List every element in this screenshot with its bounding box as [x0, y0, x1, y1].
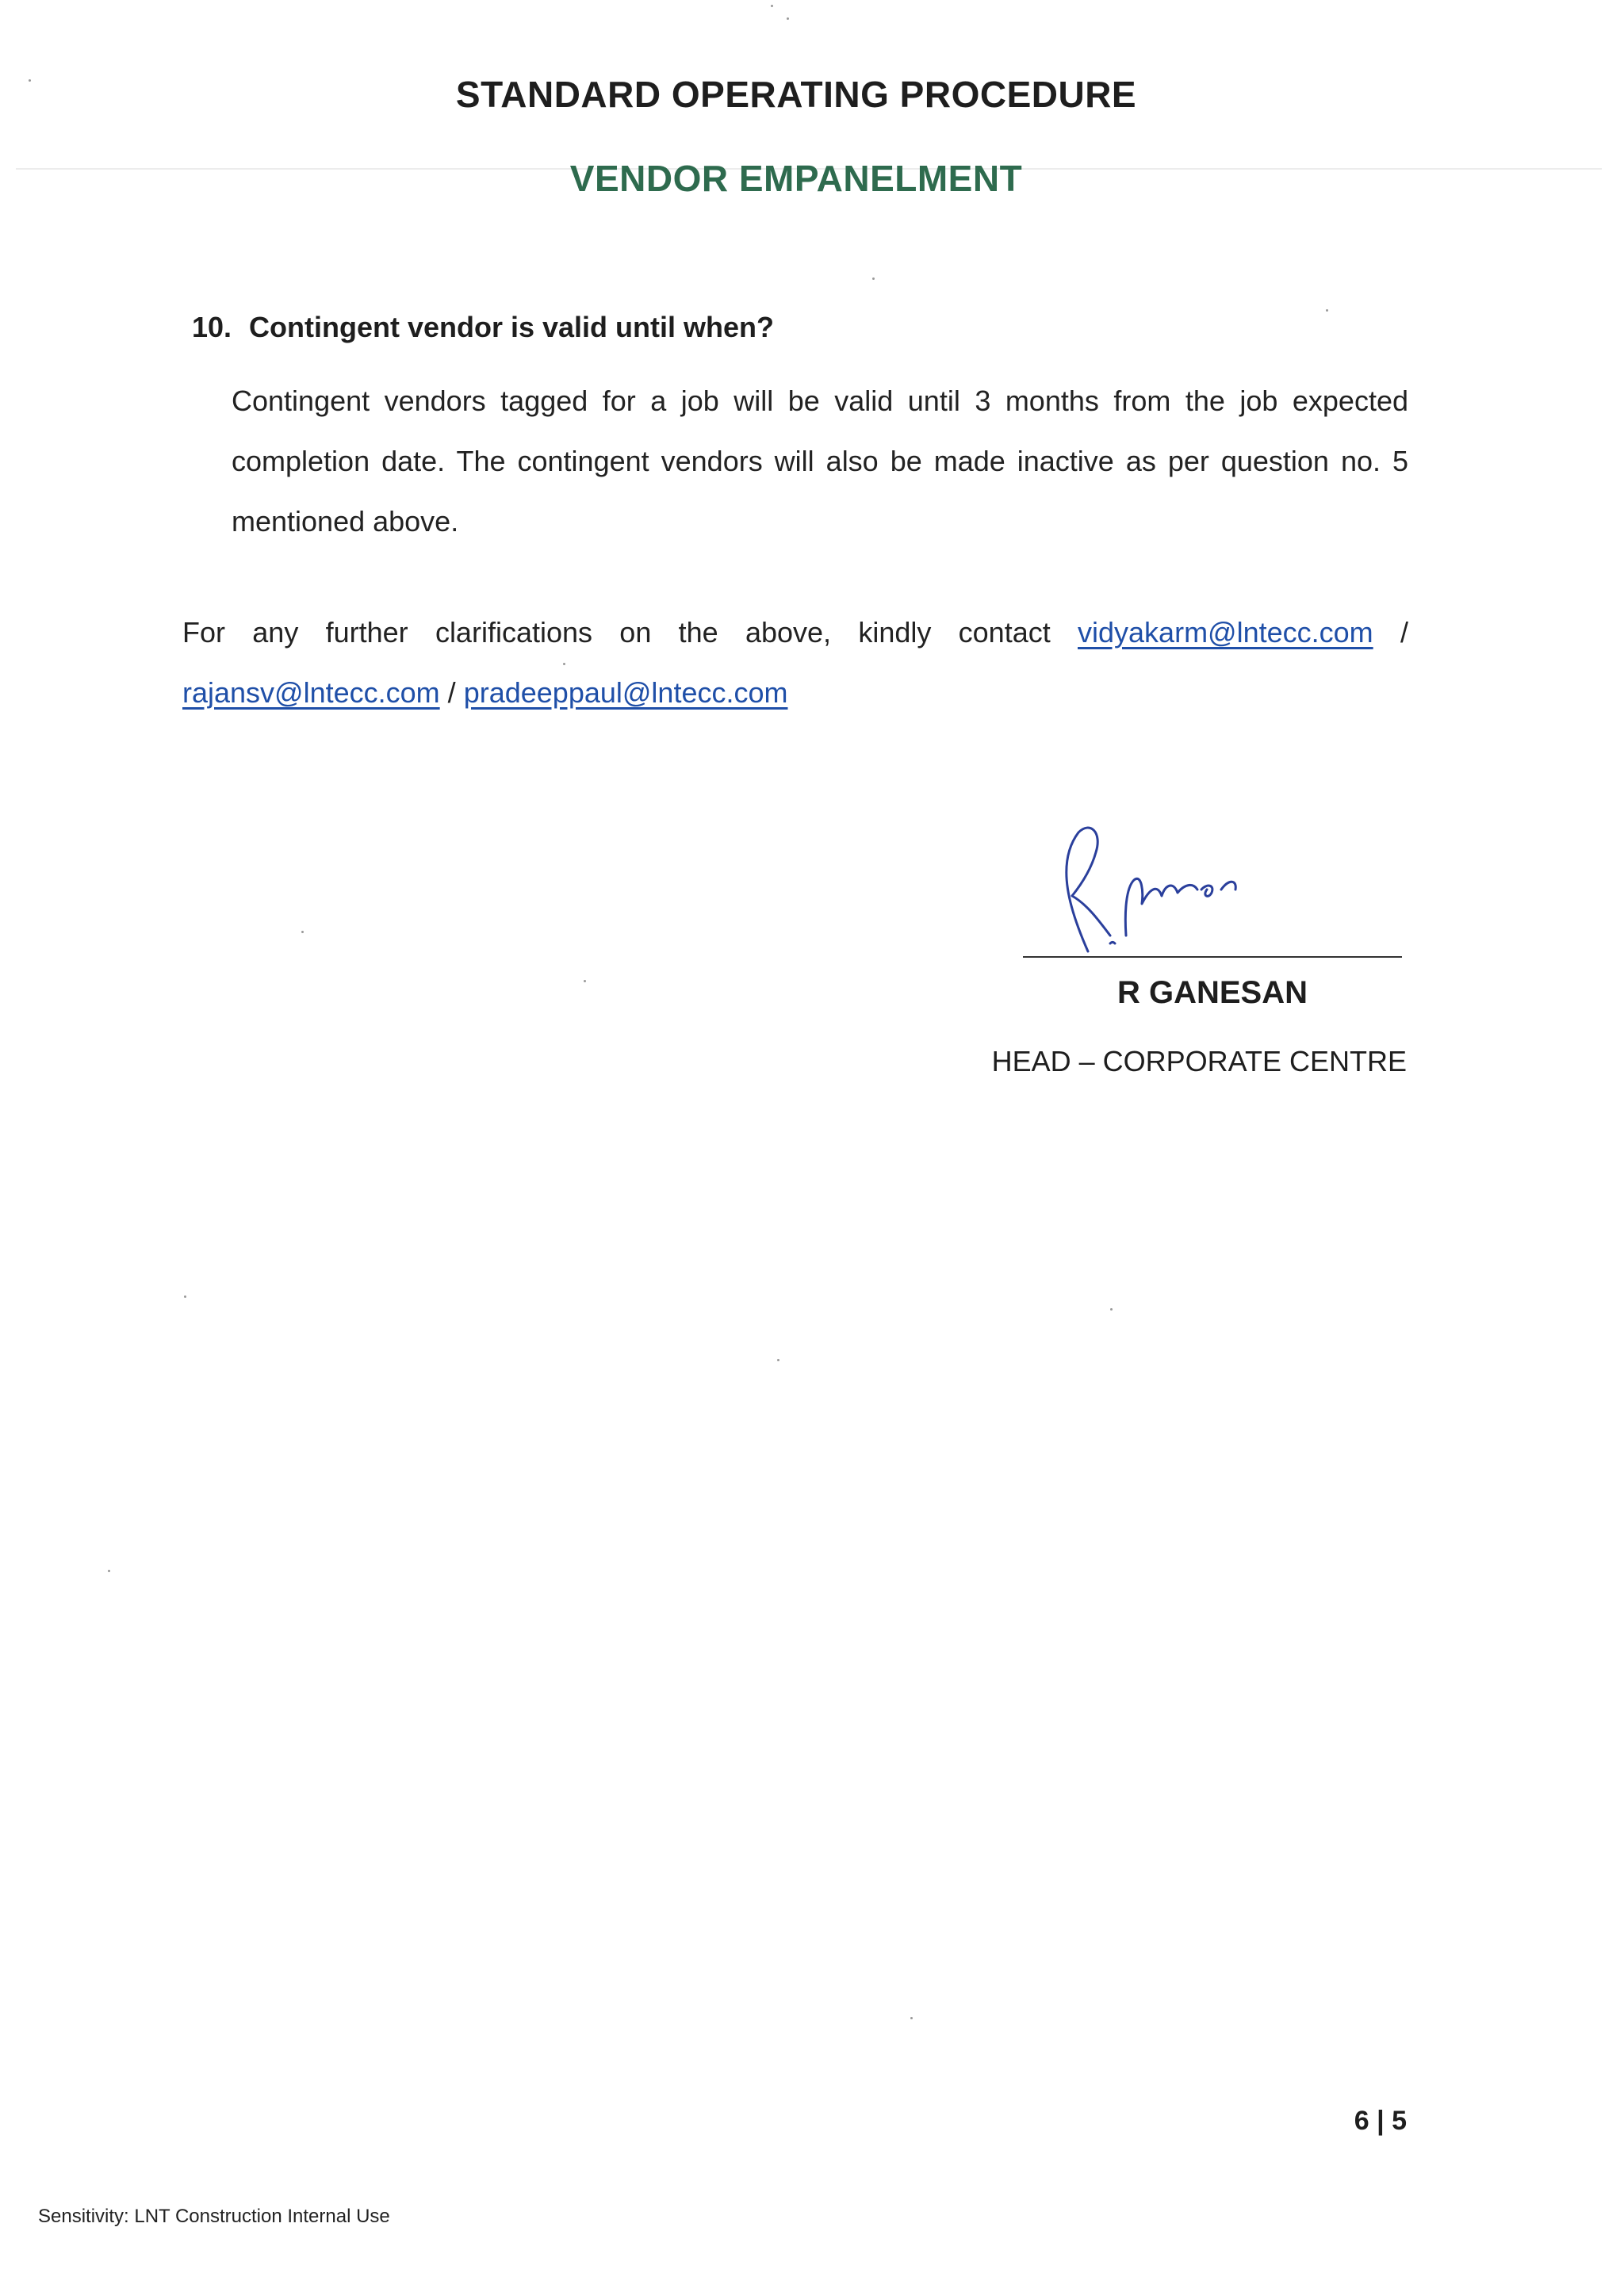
contact-word: any: [252, 616, 299, 649]
email-separator: /: [447, 676, 456, 709]
scan-speck: [777, 1359, 779, 1361]
signer-title: HEAD – CORPORATE CENTRE: [991, 1045, 1407, 1077]
contact-word: on: [619, 616, 652, 649]
handwritten-signature: [1023, 817, 1404, 967]
scan-speck: [771, 5, 773, 7]
sensitivity-footer: Sensitivity: LNT Construction Internal Use: [38, 2206, 390, 2227]
scan-speck: [563, 663, 565, 665]
email-link-vidyakarm[interactable]: vidyakarm@lntecc.com: [1078, 616, 1373, 649]
contact-word: above,: [745, 616, 832, 649]
contact-word: the: [678, 616, 718, 649]
scan-speck: [787, 17, 789, 20]
email-separator: /: [1400, 616, 1408, 649]
scan-speck: [584, 980, 586, 982]
scan-speck: [108, 1570, 110, 1572]
scan-speck: [1110, 1308, 1113, 1311]
signature-line: [1023, 956, 1402, 958]
scan-speck: [872, 277, 875, 280]
scan-speck: [184, 1295, 186, 1298]
scan-speck: [301, 931, 304, 933]
email-link-rajansv[interactable]: rajansv@lntecc.com: [182, 676, 440, 709]
scan-speck: [29, 79, 31, 82]
email-link-pradeeppaul[interactable]: pradeeppaul@lntecc.com: [463, 676, 788, 709]
contact-word: further: [325, 616, 408, 649]
contact-word: For: [182, 616, 225, 649]
contact-line-2: [182, 663, 1408, 723]
signer-name: R GANESAN: [1116, 975, 1308, 1010]
question-heading-text: Contingent vendor is valid until when?: [249, 311, 775, 343]
scan-speck: [1326, 309, 1328, 312]
contact-word: kindly: [858, 616, 932, 649]
question-heading: [192, 311, 774, 344]
document-title: STANDARD OPERATING PROCEDURE: [455, 74, 1137, 115]
contact-word: contact: [958, 616, 1051, 649]
contact-line-1: [182, 603, 1408, 663]
document-subtitle: VENDOR EMPANELMENT: [569, 158, 1023, 199]
page-number: 6 | 5: [1354, 2106, 1407, 2136]
scan-speck: [910, 2017, 913, 2019]
question-answer: Contingent vendors tagged for a job will be valid until 3 months from the job expected completion date. The contingent vendors will also be made inactive as per question no. 5 mentioned above.: [232, 385, 1408, 538]
contact-word: clarifications: [435, 616, 593, 649]
question-number: 10.: [192, 311, 232, 343]
contact-paragraph: [182, 603, 1408, 723]
